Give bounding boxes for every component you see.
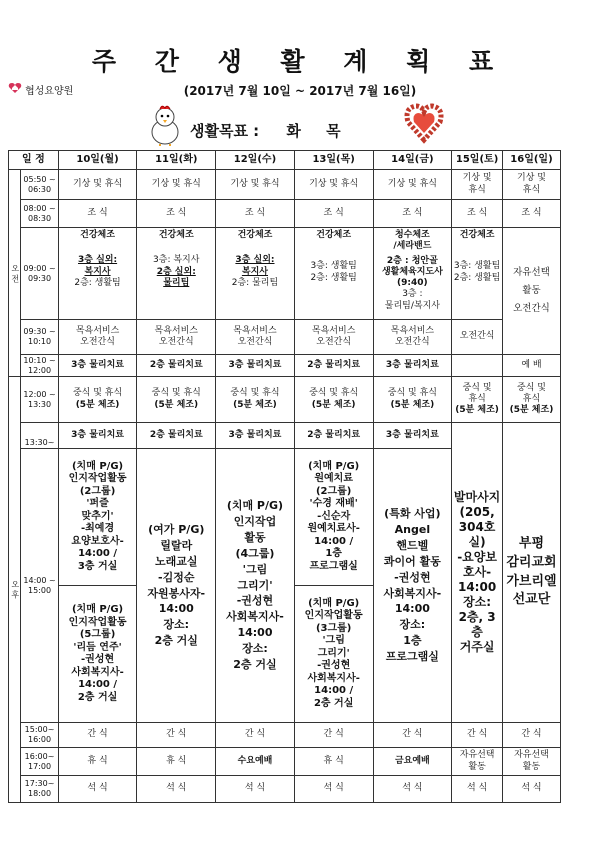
cell-fri-lunch: 중식 및 휴식 (5분 체조) bbox=[373, 377, 452, 423]
cell-fri-program bbox=[373, 449, 452, 723]
goal-label: 생활목표 : bbox=[190, 122, 260, 140]
cell-fri-breakfast: 조 식 bbox=[373, 200, 452, 228]
cell-tue-bath: 목욕서비스 오전간식 bbox=[137, 320, 216, 355]
program-line: 거주실 bbox=[459, 640, 495, 654]
program-line: (5그룹) bbox=[79, 629, 116, 640]
cell-sun-morning: 자유선택 활동 오전간식 bbox=[502, 228, 560, 355]
cell-thu-exercise: 건강체조 3층: 생활팀 2층: 생활팀 bbox=[294, 228, 373, 320]
program-line: (치매 P/G) bbox=[71, 604, 124, 615]
program-line: 14:00 / bbox=[314, 535, 354, 547]
cell-wed-worship: 수요예배 bbox=[216, 748, 295, 776]
program-line: 핸드벨 bbox=[396, 538, 429, 552]
cell-sat-breakfast: 조 식 bbox=[452, 200, 503, 228]
col-header-thu: 13일(목) bbox=[294, 151, 373, 170]
program-line: 장소: bbox=[399, 618, 426, 632]
col-header-sat: 15일(토) bbox=[452, 151, 503, 170]
program-line: '수경 재배' bbox=[309, 498, 358, 510]
program-line: -최예경 bbox=[80, 523, 115, 535]
time-cell: 16:00~ 17:00 bbox=[21, 748, 58, 776]
time-cell: 09:00 ~ 09:30 bbox=[21, 228, 58, 320]
cell-fri-physio: 3층 물리치료 bbox=[373, 355, 452, 377]
cell-fri-worship: 금요예배 bbox=[373, 748, 452, 776]
col-header-sun: 16일(일) bbox=[502, 151, 560, 170]
cell-sun-free: 자유선택 활동 bbox=[502, 748, 560, 776]
section-am-label: 오 전 bbox=[9, 170, 21, 377]
program-line: 가브리엘 bbox=[506, 573, 557, 589]
col-header-wed: 12일(수) bbox=[216, 151, 295, 170]
program-line: 프로그램실 bbox=[385, 650, 439, 664]
cell-sun-dinner: 석 식 bbox=[502, 776, 560, 803]
cell-thu-bath: 목욕서비스 오전간식 bbox=[294, 320, 373, 355]
program-line: 1층 bbox=[325, 548, 342, 560]
program-line: 14:00 bbox=[237, 626, 273, 640]
program-line: -권성현 bbox=[394, 570, 431, 584]
cell-sat-dinner: 석 식 bbox=[452, 776, 503, 803]
cell-wed-exercise: 건강체조 3층 실외: 복지사 2층: 물리팀 bbox=[216, 228, 295, 320]
program-line: -김정순 bbox=[158, 570, 195, 584]
program-line: 14:00 bbox=[457, 580, 497, 594]
cell-fri-physio-pm: 3층 물리치료 bbox=[373, 423, 452, 449]
section-pm-label: 오 후 bbox=[9, 377, 21, 803]
col-header-tue: 11일(화) bbox=[137, 151, 216, 170]
program-line: (치매 P/G) bbox=[71, 460, 124, 472]
time-cell: 08:00 ~ 08:30 bbox=[21, 200, 58, 228]
program-line: 14:00 bbox=[394, 602, 430, 616]
cell-sat-empty bbox=[452, 355, 503, 377]
cell-wed-lunch: 중식 및 휴식 (5분 체조) bbox=[216, 377, 295, 423]
cell-sat-program bbox=[452, 423, 503, 723]
program-line: 2층, 3층 bbox=[458, 610, 496, 639]
cell-mon-dinner: 석 식 bbox=[58, 776, 137, 803]
table-row bbox=[9, 228, 561, 320]
program-line: -요양보 bbox=[457, 550, 497, 564]
cell-wed-breakfast: 조 식 bbox=[216, 200, 295, 228]
program-line: 2층 거실 bbox=[154, 634, 198, 648]
program-line: -신순자 bbox=[317, 510, 351, 522]
program-line: 2층 거실 bbox=[233, 658, 277, 672]
cell-sun-program bbox=[502, 423, 560, 723]
program-line: '리듬 연주' bbox=[73, 641, 122, 653]
program-line: 장소: bbox=[463, 595, 492, 609]
cell-mon-physio-pm: 3층 물리치료 bbox=[58, 423, 137, 449]
time-cell: 10:10 ~ 12:00 bbox=[21, 355, 58, 377]
program-line: 장소: bbox=[242, 642, 268, 656]
program-line: (치매 P/G) bbox=[226, 498, 284, 512]
cell-mon-bath: 목욕서비스 오전간식 bbox=[58, 320, 137, 355]
cell-sun-snack-pm: 간 식 bbox=[502, 723, 560, 748]
program-line: 릴랄라 bbox=[160, 538, 193, 552]
cell-thu-physio-pm: 2층 물리치료 bbox=[294, 423, 373, 449]
table-row bbox=[9, 748, 561, 776]
col-header-fri: 14일(금) bbox=[373, 151, 452, 170]
cell-sun-lunch: 중식 및 휴식 (5분 체조) bbox=[502, 377, 560, 423]
program-line: 발마사지 bbox=[453, 490, 501, 504]
program-line: (2그룹) bbox=[79, 485, 116, 497]
organization-name: 협성요양원 bbox=[25, 86, 74, 97]
program-line: 3층 거실 bbox=[77, 560, 118, 572]
program-line: 호사- bbox=[463, 565, 492, 579]
time-cell: 09:30 ~ 10:10 bbox=[21, 320, 58, 355]
cell-fri-exercise: 청수체조 /세라밴드 2층 : 청안골 생활체육지도사 (9:40) 3층 : 물리팀/복지사 bbox=[373, 228, 452, 320]
col-header-schedule: 일 정 bbox=[9, 151, 59, 170]
header-row bbox=[9, 151, 561, 170]
cell-tue-breakfast: 조 식 bbox=[137, 200, 216, 228]
cell-tue-rest: 휴 식 bbox=[137, 748, 216, 776]
cell-wed-physio-pm: 3층 물리치료 bbox=[216, 423, 295, 449]
time-cell: 12:00 ~ 13:30 bbox=[21, 377, 58, 423]
time-cell: 14:00 ~ 15:00 bbox=[21, 449, 58, 723]
cell-sun-wake: 기상 및 휴식 bbox=[502, 170, 560, 200]
cell-fri-bath: 목욕서비스 오전간식 bbox=[373, 320, 452, 355]
organization bbox=[8, 82, 73, 97]
date-range: (2017년 7월 10일 ~ 2017년 7월 16일) bbox=[183, 84, 417, 98]
cell-tue-physio: 2층 물리치료 bbox=[137, 355, 216, 377]
program-line: (여가 P/G) bbox=[148, 522, 205, 536]
cell-thu-dinner: 석 식 bbox=[294, 776, 373, 803]
time-cell: 15:00~ 16:00 bbox=[21, 723, 58, 748]
page-title: 주 간 생 활 계 획 표 bbox=[91, 47, 509, 76]
cell-wed-dinner: 석 식 bbox=[216, 776, 295, 803]
cell-thu-physio: 2층 물리치료 bbox=[294, 355, 373, 377]
program-line: 콰이어 활동 bbox=[383, 554, 441, 568]
cell-sat-lunch: 중식 및 휴식 (5분 체조) bbox=[452, 377, 503, 423]
home-heart-icon bbox=[8, 82, 22, 97]
program-line: 2층 거실 bbox=[77, 691, 118, 703]
heart-wreath-illustration bbox=[404, 100, 444, 148]
table-row bbox=[9, 723, 561, 748]
cell-wed-bath: 목욕서비스 오전간식 bbox=[216, 320, 295, 355]
program-line: 사회복지사- bbox=[71, 666, 124, 678]
program-line: 부평 bbox=[518, 535, 545, 551]
life-goal bbox=[190, 120, 351, 141]
program-line: 자원봉사자- bbox=[147, 586, 206, 600]
time-cell: 17:30~ 18:00 bbox=[21, 776, 58, 803]
weekly-schedule-table bbox=[8, 150, 561, 803]
program-line: 14:00 / bbox=[78, 548, 118, 560]
time-cell: 05:50 ~ 06:30 bbox=[21, 170, 58, 200]
table-row bbox=[9, 377, 561, 423]
program-line: (특화 사업) bbox=[384, 506, 441, 520]
cell-tue-exercise: 건강체조 3층: 복지사 2층 실외: 물리팀 bbox=[137, 228, 216, 320]
program-line: 감리교회 bbox=[506, 554, 557, 570]
program-line: 프로그램실 bbox=[309, 560, 358, 572]
cell-wed-snack: 간 식 bbox=[216, 723, 295, 748]
program-line: 2층 거실 bbox=[313, 697, 354, 709]
program-line: '그림 bbox=[242, 562, 268, 576]
cell-mon-lunch: 중식 및 휴식 (5분 체조) bbox=[58, 377, 137, 423]
cell-thu-lunch: 중식 및 휴식 (5분 체조) bbox=[294, 377, 373, 423]
program-line: 사회복지사- bbox=[226, 610, 284, 624]
program-line: -권성현 bbox=[80, 654, 115, 665]
program-line: 14:00 bbox=[158, 602, 194, 616]
cell-mon-exercise: 건강체조 3층 실외: 복지사 2층: 생활팀 bbox=[58, 228, 137, 320]
cell-mon-breakfast: 조 식 bbox=[58, 200, 137, 228]
col-header-mon: 10일(월) bbox=[58, 151, 137, 170]
cell-mon-rest: 휴 식 bbox=[58, 748, 137, 776]
cell-sat-wake: 기상 및 휴식 bbox=[452, 170, 503, 200]
cell-sat-exercise: 건강체조 3층: 생활팀 2층: 생활팀 bbox=[452, 228, 503, 320]
cell-fri-wake: 기상 및 휴식 bbox=[373, 170, 452, 200]
program-line: 14:00 / bbox=[78, 679, 118, 690]
cell-thu-rest: 휴 식 bbox=[294, 748, 373, 776]
program-line: 원예치료사- bbox=[307, 523, 360, 535]
program-line: 사회복지사- bbox=[383, 586, 442, 600]
cell-tue-dinner: 석 식 bbox=[137, 776, 216, 803]
cell-mon-physio: 3층 물리치료 bbox=[58, 355, 137, 377]
program-line: 요양보호사- bbox=[71, 535, 124, 547]
program-line: -권성현 bbox=[236, 594, 274, 608]
program-line: '그림 bbox=[322, 635, 345, 647]
cell-tue-lunch: 중식 및 휴식 (5분 체조) bbox=[137, 377, 216, 423]
program-line: 실) bbox=[468, 535, 486, 549]
table-row bbox=[9, 170, 561, 200]
program-line: 인지작업 bbox=[233, 514, 277, 528]
cell-wed-wake: 기상 및 휴식 bbox=[216, 170, 295, 200]
program-line: -권성현 bbox=[317, 660, 351, 672]
cell-thu-program bbox=[294, 449, 373, 723]
program-line: '퍼즐 bbox=[86, 498, 109, 510]
program-line: (4그룹) bbox=[235, 546, 275, 560]
program-line: 인지작업활동 bbox=[68, 616, 127, 628]
program-line: Angel bbox=[394, 522, 431, 536]
cell-tue-snack: 간 식 bbox=[137, 723, 216, 748]
program-line: (205, bbox=[459, 505, 495, 519]
program-line: (2그룹) bbox=[315, 485, 352, 497]
program-line: 원예치료 bbox=[314, 473, 353, 485]
program-line: 14:00 / bbox=[314, 685, 354, 697]
table-row bbox=[9, 200, 561, 228]
program-line: 사회복지사- bbox=[307, 672, 360, 684]
program-line: 인지작업활동 bbox=[304, 610, 363, 622]
program-line: (치매 P/G) bbox=[308, 597, 360, 609]
program-line: 304호 bbox=[458, 520, 496, 534]
cell-tue-wake: 기상 및 휴식 bbox=[137, 170, 216, 200]
program-line: 1층 bbox=[403, 634, 422, 648]
goal-value: 화 목 bbox=[286, 122, 351, 140]
chicken-illustration bbox=[146, 104, 184, 150]
cell-fri-snack: 간 식 bbox=[373, 723, 452, 748]
table-row bbox=[9, 320, 561, 355]
cell-thu-wake: 기상 및 휴식 bbox=[294, 170, 373, 200]
cell-fri-dinner: 석 식 bbox=[373, 776, 452, 803]
cell-mon-wake: 기상 및 휴식 bbox=[58, 170, 137, 200]
cell-wed-physio: 3층 물리치료 bbox=[216, 355, 295, 377]
program-line: 맞추기' bbox=[81, 510, 114, 522]
cell-wed-program bbox=[216, 449, 295, 723]
cell-sat-snack: 오전간식 bbox=[452, 320, 503, 355]
table-row bbox=[9, 423, 561, 449]
program-line: (치매 P/G) bbox=[308, 460, 360, 472]
table-row bbox=[9, 776, 561, 803]
program-line: 그리기' bbox=[237, 578, 273, 592]
cell-thu-breakfast: 조 식 bbox=[294, 200, 373, 228]
time-cell: 13:30~ bbox=[21, 423, 58, 449]
cell-mon-snack: 간 식 bbox=[58, 723, 137, 748]
program-line: (3그룹) bbox=[315, 622, 352, 634]
cell-tue-program bbox=[137, 449, 216, 723]
program-line: 그리기' bbox=[317, 647, 350, 659]
table-row bbox=[9, 355, 561, 377]
program-line: 노래교실 bbox=[155, 554, 198, 568]
cell-tue-physio-pm: 2층 물리치료 bbox=[137, 423, 216, 449]
cell-sun-breakfast: 조 식 bbox=[502, 200, 560, 228]
cell-sat-snack-pm: 간 식 bbox=[452, 723, 503, 748]
cell-sat-free: 자유선택 활동 bbox=[452, 748, 503, 776]
cell-mon-program bbox=[58, 449, 137, 723]
program-line: 인지작업활동 bbox=[68, 473, 127, 485]
program-line: 활동 bbox=[244, 530, 266, 544]
cell-thu-snack: 간 식 bbox=[294, 723, 373, 748]
cell-sun-worship: 예 배 bbox=[502, 355, 560, 377]
program-line: 장소: bbox=[163, 618, 190, 632]
program-line: 선교단 bbox=[512, 592, 551, 608]
